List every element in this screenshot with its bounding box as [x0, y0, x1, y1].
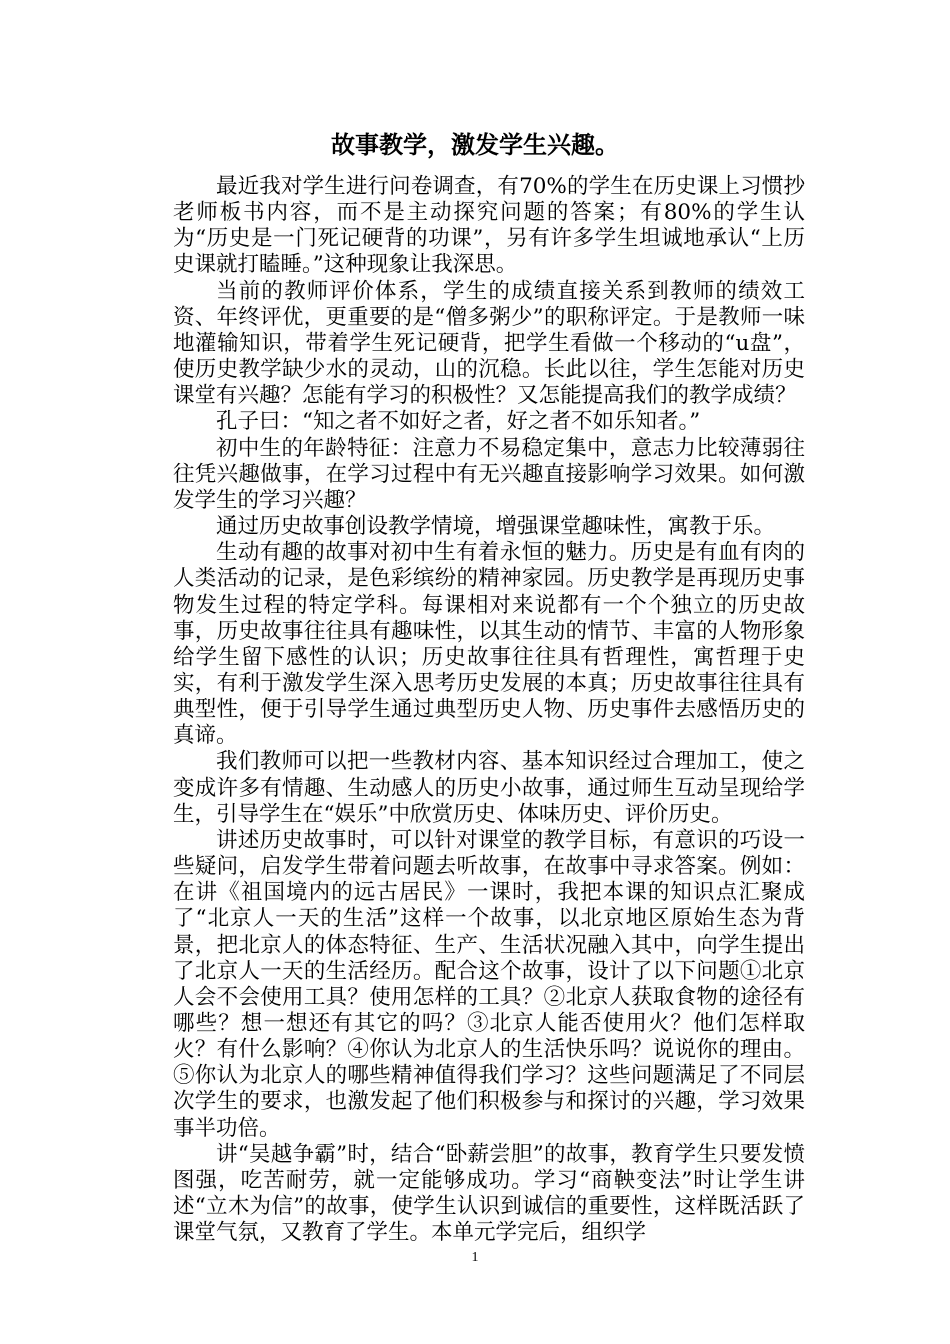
document-title: 故事教学，激发学生兴趣。 — [331, 130, 619, 159]
paragraph: 通过历史故事创设教学情境，增强课堂趣味性，寓教于乐。 — [216, 514, 776, 540]
paragraph: 讲“吴越争霸”时，结合“卧薪尝胆”的故事，教育学生只要发愤图强，吃苦耐劳，就一定能够成功。学习“商鞅变法”时让学生讲述“立木为信”的故事，使学生认识到诚信的重要性，这样既活跃了课堂气氛，又教育了学生。本单元学完后，组织学 — [173, 1141, 805, 1246]
page-number: 1 — [471, 1250, 479, 1265]
document-body — [173, 174, 805, 1246]
paragraph: 讲述历史故事时，可以针对课堂的教学目标，有意识的巧设一些疑问，启发学生带着问题去听故事，在故事中寻求答案。例如：在讲《祖国境内的远古居民》一课时，我把本课的知识点汇聚成了“北京人一天的生活”这样一个故事，以北京地区原始生态为背景，把北京人的体态特征、生产、生活状况融入其中，向学生提出了北京人一天的生活经历。配合这个故事，设计了以下问题①北京人会不会使用工具？使用怎样的工具？②北京人获取食物的途径有哪些？想一想还有其它的吗？③北京人能否使用火？他们怎样取火？有什么影响？④你认为北京人的生活快乐吗？说说你的理由。⑤你认为北京人的哪些精神值得我们学习？这些问题满足了不同层次学生的要求，也激发起了他们积极参与和探讨的兴趣，学习效果事半功倍。 — [173, 827, 805, 1141]
paragraph: 当前的教师评价体系，学生的成绩直接关系到教师的绩效工资、年终评优，更重要的是“僧多粥少”的职称评定。于是教师一味地灌输知识，带着学生死记硬背，把学生看做一个移动的“u盘”，使历史教学缺少水的灵动，山的沉稳。长此以往，学生怎能对历史课堂有兴趣？怎能有学习的积极性？又怎能提高我们的教学成绩？ — [173, 278, 805, 409]
paragraph: 我们教师可以把一些教材内容、基本知识经过合理加工，使之变成许多有情趣、生动感人的历史小故事，通过师生互动呈现给学生，引导学生在“娱乐”中欣赏历史、体味历史、评价历史。 — [173, 749, 805, 827]
paragraph: 初中生的年龄特征：注意力不易稳定集中，意志力比较薄弱往往凭兴趣做事，在学习过程中有无兴趣直接影响学习效果。如何激发学生的学习兴趣？ — [173, 435, 805, 513]
paragraph: 最近我对学生进行问卷调查，有70%的学生在历史课上习惯抄老师板书内容，而不是主动探究问题的答案；有80%的学生认为“历史是一门死记硬背的功课”，另有许多学生坦诚地承认“上历史课就打瞌睡。”这种现象让我深思。 — [173, 174, 805, 278]
paragraph: 孔子曰：“知之者不如好之者，好之者不如乐知者。” — [216, 409, 701, 435]
paragraph: 生动有趣的故事对初中生有着永恒的魅力。历史是有血有肉的人类活动的记录，是色彩缤纷的精神家园。历史教学是再现历史事物发生过程的特定学科。每课相对来说都有一个个独立的历史故事，历史故事往往具有趣味性，以其生动的情节、丰富的人物形象给学生留下感性的认识；历史故事往往具有哲理性，寓哲理于史实，有利于激发学生深入思考历史发展的本真；历史故事往往具有典型性，便于引导学生通过典型历史人物、历史事件去感悟历史的真谛。 — [173, 540, 805, 749]
